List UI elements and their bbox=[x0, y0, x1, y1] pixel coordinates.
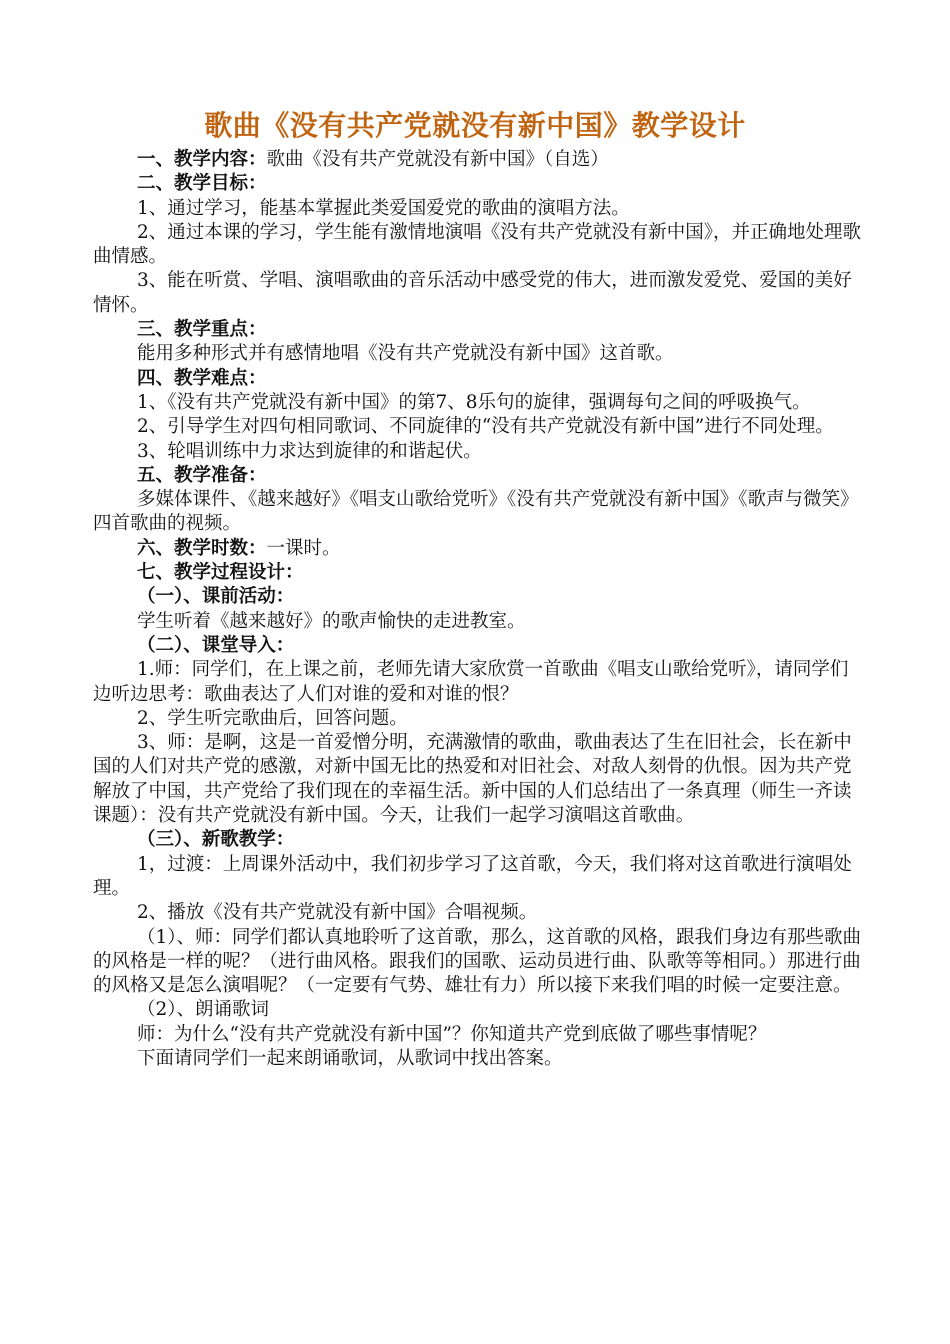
body-paragraph bbox=[93, 853, 865, 902]
body-paragraph bbox=[93, 391, 865, 415]
paragraph-text: 多媒体课件、《越来越好》《唱支山歌给党听》《没有共产党就没有新中国》《歌声与微笑》四首歌曲的视频。 bbox=[93, 489, 859, 535]
body-paragraph bbox=[93, 269, 865, 318]
section-heading: 三、教学重点： bbox=[137, 319, 267, 341]
section-paragraph bbox=[93, 561, 865, 585]
section-heading: （一）、课前活动： bbox=[137, 586, 295, 608]
body-paragraph bbox=[93, 610, 865, 634]
section-paragraph bbox=[93, 585, 865, 609]
paragraph-text: 学生听着《越来越好》的歌声愉快的走进教室。 bbox=[137, 610, 526, 632]
body-paragraph bbox=[93, 707, 865, 731]
body-paragraph bbox=[93, 1047, 865, 1071]
paragraph-text: 3、师：是啊，这是一首爱憎分明，充满激情的歌曲，歌曲表达了生在旧社会，长在新中国的人们对共产党的感激，对新中国无比的热爱和对旧社会、对敌人刻骨的仇恨。因为共产党解放了中国，共产党给了我们现在的幸福生活。新中国的人们总结出了一条真理（师生一齐读课题）：没有共产党就没有新中国。今天，让我们一起学习演唱这首歌曲。 bbox=[93, 732, 852, 827]
paragraph-text: 2、播放《没有共产党就没有新中国》合唱视频。 bbox=[137, 902, 538, 924]
body-paragraph bbox=[93, 926, 865, 999]
paragraph-text: 下面请同学们一起来朗诵歌词，从歌词中找出答案。 bbox=[137, 1047, 563, 1069]
paragraph-text: 一课时。 bbox=[266, 537, 341, 559]
section-paragraph bbox=[93, 172, 865, 196]
paragraph-text: 1、通过学习，能基本掌握此类爱国爱党的歌曲的演唱方法。 bbox=[137, 197, 630, 219]
section-heading: 六、教学时数： bbox=[137, 537, 267, 559]
body-paragraph bbox=[93, 197, 865, 221]
paragraph-text: （1）、师：同学们都认真地聆听了这首歌，那么，这首歌的风格，跟我们身边有那些歌曲的风格是一样的呢？（进行曲风格。跟我们的国歌、运动员进行曲、队歌等等相同。）那进行曲的风格又是怎么演唱呢？（一定要有气势、雄壮有力）所以接下来我们唱的时候一定要注意。 bbox=[93, 926, 862, 997]
body-paragraph bbox=[93, 658, 865, 707]
body-paragraph bbox=[93, 415, 865, 439]
body-paragraph bbox=[93, 440, 865, 464]
paragraph-text: 3、轮唱训练中力求达到旋律的和谐起伏。 bbox=[137, 440, 482, 462]
section-paragraph bbox=[93, 367, 865, 391]
section-paragraph bbox=[93, 148, 865, 172]
body-paragraph bbox=[93, 901, 865, 925]
paragraph-text: 3、能在听赏、学唱、演唱歌曲的音乐活动中感受党的伟大，进而激发爱党、爱国的美好情怀。 bbox=[93, 270, 852, 316]
section-heading: 五、教学准备： bbox=[137, 464, 267, 486]
paragraph-text: 2、学生听完歌曲后，回答问题。 bbox=[137, 707, 408, 729]
section-heading: 二、教学目标： bbox=[137, 173, 267, 195]
body-paragraph bbox=[93, 488, 865, 537]
body-paragraph bbox=[93, 998, 865, 1022]
paragraph-text: （2）、朗诵歌词 bbox=[137, 999, 270, 1021]
section-paragraph bbox=[93, 464, 865, 488]
paragraph-text: 1.师：同学们，在上课之前，老师先请大家欣赏一首歌曲《唱支山歌给党听》，请同学们边听边思考：歌曲表达了人们对谁的爱和对谁的恨？ bbox=[93, 659, 849, 705]
paragraph-text: 能用多种形式并有感情地唱《没有共产党就没有新中国》这首歌。 bbox=[137, 343, 674, 365]
section-heading: 四、教学难点： bbox=[137, 367, 267, 389]
body-paragraph bbox=[93, 221, 865, 270]
section-heading: （三）、新歌教学： bbox=[137, 829, 295, 851]
paragraph-text: 2、引导学生对四句相同歌词、不同旋律的“没有共产党就没有新中国”进行不同处理。 bbox=[137, 416, 834, 438]
body-paragraph bbox=[93, 342, 865, 366]
paragraph-text: 师：为什么“没有共产党就没有新中国”？你知道共产党到底做了哪些事情呢？ bbox=[137, 1023, 767, 1045]
section-heading: （二）、课堂导入： bbox=[137, 634, 295, 656]
body-paragraph bbox=[93, 1023, 865, 1047]
paragraph-text: 1，过渡：上周课外活动中，我们初步学习了这首歌，今天，我们将对这首歌进行演唱处理。 bbox=[93, 853, 852, 899]
section-paragraph bbox=[93, 828, 865, 852]
section-paragraph bbox=[93, 634, 865, 658]
section-paragraph bbox=[93, 537, 865, 561]
section-heading: 一、教学内容： bbox=[137, 149, 267, 170]
paragraph-text: 2、通过本课的学习，学生能有激情地演唱《没有共产党就没有新中国》，并正确地处理歌曲情感。 bbox=[93, 221, 862, 268]
body-paragraph bbox=[93, 731, 865, 828]
document-title: 歌曲《没有共产党就没有新中国》教学设计 bbox=[204, 109, 746, 142]
paragraph-text: 歌曲《没有共产党就没有新中国》（自选） bbox=[266, 149, 609, 170]
document-body bbox=[93, 148, 865, 1071]
section-heading: 七、教学过程设计： bbox=[137, 562, 304, 584]
section-paragraph bbox=[93, 318, 865, 342]
paragraph-text: 1、《没有共产党就没有新中国》的第7、8乐句的旋律，强调每句之间的呼吸换气。 bbox=[137, 391, 811, 413]
